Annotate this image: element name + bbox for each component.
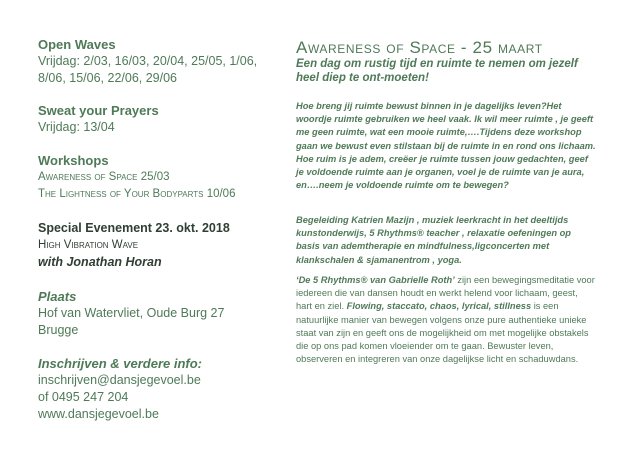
sweat-your-prayers-section (38, 102, 159, 136)
workshop-description-column (296, 38, 596, 365)
special-event-section (38, 220, 230, 271)
registration-website: www.dansjegevoel.be (38, 407, 159, 421)
rhythms-paragraph (296, 274, 596, 366)
location-address: Hof van Watervliet, Oude Burg 27 (38, 306, 225, 320)
rhythms-name: ‘De 5 Rhythms® van Gabrielle Roth’ (296, 275, 455, 285)
registration-section (38, 355, 202, 423)
sweat-date: Vrijdag: 13/04 (38, 120, 115, 134)
teacher-paragraph: Begeleiding Katrien Mazijn , muziek leerkracht in het deeltijds kunstonderwijs, 5 Rhythms® teacher , relaxatie oefeningen op basis van ademtherapie en mindfulness,ligconcerten met klankschalen & sjamanentrom , yoga. (296, 215, 571, 265)
registration-phone: of 0495 247 204 (38, 390, 129, 404)
open-waves-section (38, 36, 257, 87)
workshop-subtitle: Een dag om rustig tijd en ruimte te nemen om jezelf (296, 58, 578, 70)
registration-heading: Inschrijven & verdere info: (38, 356, 202, 371)
special-event-heading: Special Evenement 23. okt. 2018 (38, 221, 230, 235)
registration-email: inschrijven@dansjegevoel.be (38, 373, 201, 387)
location-heading: Plaats (38, 289, 77, 304)
rhythms-text: zijn een bewegingsmeditatie voor iedereen die van dansen houdt en werkt helend voor lichaam, geest, hart en ziel. (296, 275, 595, 312)
workshop-item: Awareness of Space 25/03 (38, 171, 170, 183)
location-city: Brugge (38, 323, 79, 337)
open-waves-dates-continued: 8/06, 15/06, 22/06, 29/06 (38, 71, 178, 85)
workshop-subtitle-continued: heel diep te ont-moeten! (296, 72, 429, 84)
intro-paragraph: Hoe breng jij ruimte bewust binnen in je dagelijks leven?Het woordje ruimte gebruiken we heel vaak. Ik wil meer ruimte , je geeft me geen ruimte, wat een mooie ruimte,….Tijdens deze workshop gaan we bewust even stilstaan bij de ruimte in en rond ons lichaam. Hoe ruim is je adem, creëer je ruimte tussen jouw gedachten, geef je voldoende ruimte aan je organen, voel je de ruimte van je aura, en….neem je voldoende ruimte om te bewegen? (296, 101, 596, 191)
rhythms-list: Flowing, staccato, chaos, lyrical, stillness (346, 301, 532, 312)
open-waves-heading: Open Waves (38, 37, 116, 52)
rhythms-text-continued: is een natuurlijke manier van bewegen volgens onze pure authentieke unieke staat van zijn en geeft ons de mogelijkheid om met mogelijke obstakels die op ons pad komen vloeiender om te gaan. Bewuster leven, observeren en integreren van onze dagelijkse licht en schaduwdans. (296, 301, 589, 365)
workshops-heading: Workshops (38, 153, 109, 168)
location-section (38, 288, 224, 339)
special-event-subtitle: High Vibration Wave (38, 239, 139, 251)
special-event-guest: with Jonathan Horan (38, 255, 162, 269)
workshop-title: Awareness of Space - 25 maart (296, 38, 543, 57)
open-waves-dates: Vrijdag: 2/03, 16/03, 20/04, 25/05, 1/06, (38, 54, 258, 68)
workshop-item: The Lightness of Your Bodyparts 10/06 (38, 188, 236, 200)
workshops-section (38, 152, 235, 203)
sweat-heading: Sweat your Prayers (38, 103, 159, 118)
